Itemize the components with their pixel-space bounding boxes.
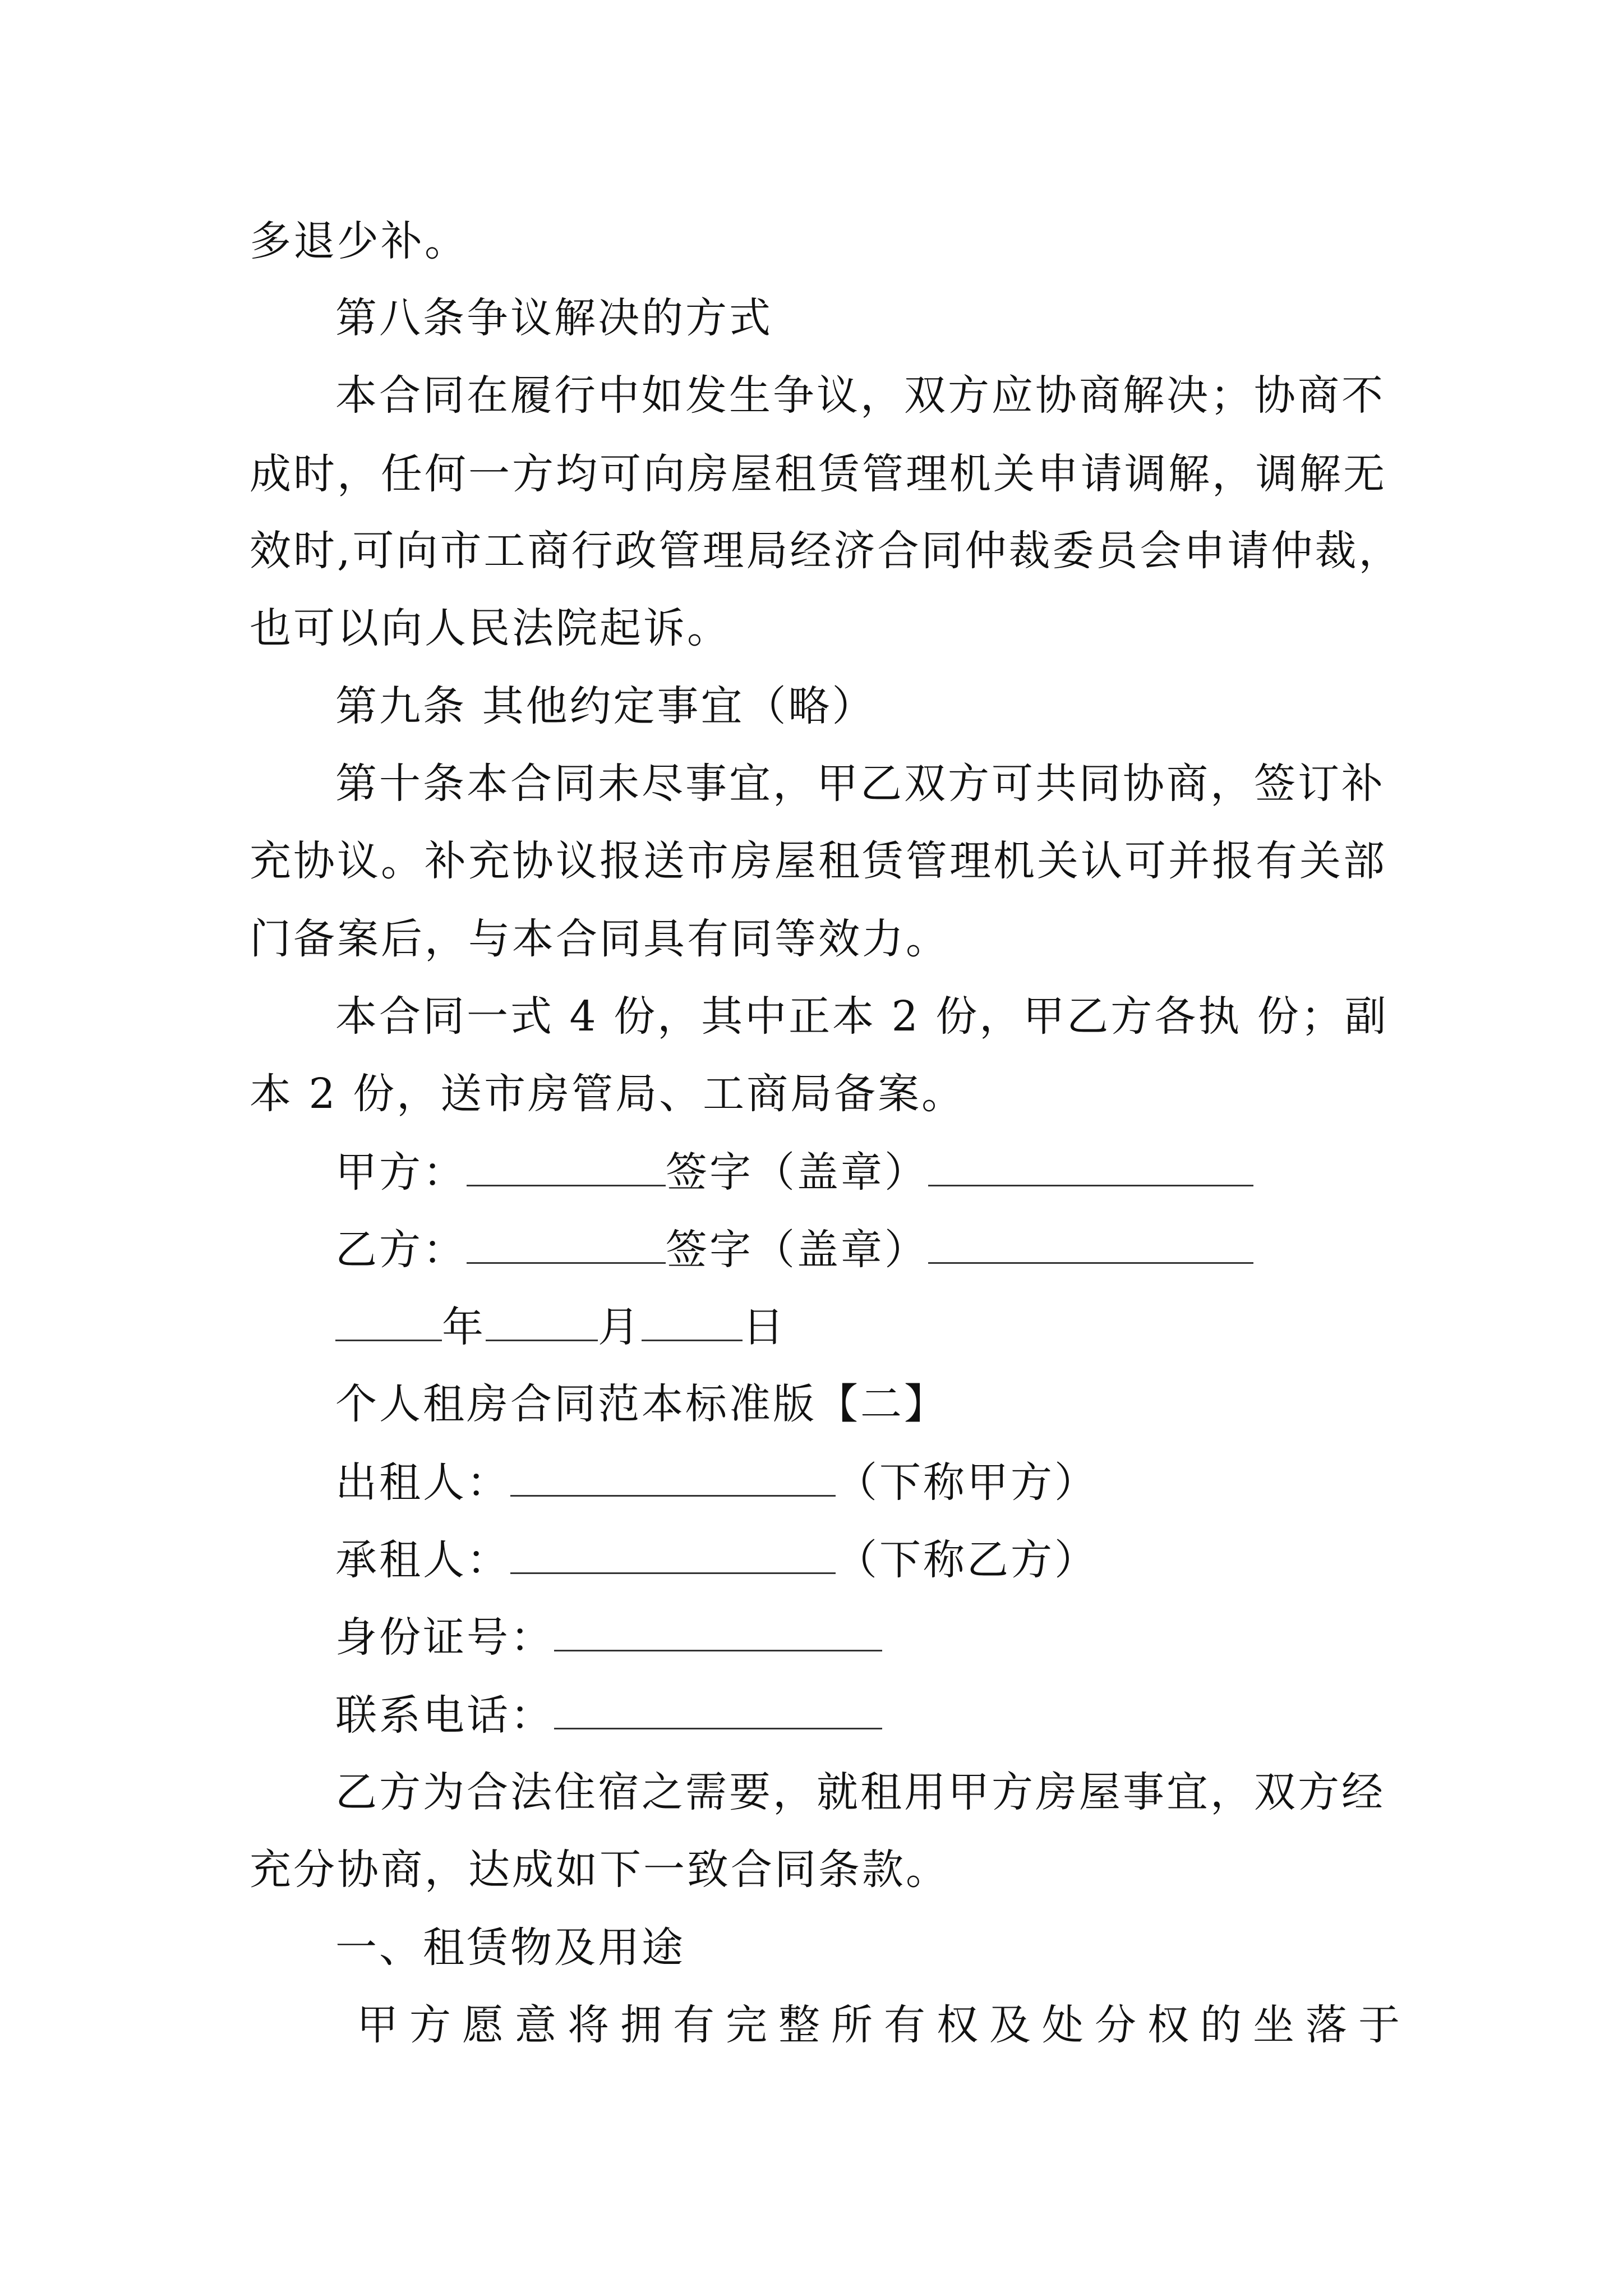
paragraph-line: 本 2 份，送市房管局、工商局备案。 <box>250 1070 966 1118</box>
lessee-suffix: （下称乙方） <box>836 1536 1098 1584</box>
section-heading: 一、租赁物及用途 <box>335 1924 685 1972</box>
lessor-suffix: （下称甲方） <box>836 1458 1098 1507</box>
party-b-name-blank[interactable] <box>467 1228 666 1264</box>
party-a-name-blank[interactable] <box>467 1151 666 1186</box>
party-a-signature-blank[interactable] <box>928 1151 1253 1186</box>
party-b-signature-blank[interactable] <box>928 1228 1253 1264</box>
party-b-sign-label: 签字（盖章） <box>666 1226 928 1274</box>
lessee-label: 承租人： <box>335 1536 510 1584</box>
paragraph-line: 成时，任何一方均可向房屋租赁管理机关申请调解，调解无 <box>250 450 1387 498</box>
year-blank[interactable] <box>335 1306 442 1341</box>
date-row <box>335 1303 786 1351</box>
lessor-row <box>335 1458 1098 1507</box>
phone-row <box>335 1691 882 1740</box>
lessee-row <box>335 1536 1098 1584</box>
lessee-blank[interactable] <box>510 1539 836 1574</box>
party-b-label: 乙方： <box>335 1226 467 1274</box>
party-a-sign-label: 签字（盖章） <box>666 1148 928 1197</box>
paragraph-line: 本合同在履行中如发生争议，双方应协商解决；协商不 <box>335 371 1385 420</box>
party-a-signature-row <box>335 1148 1253 1197</box>
paragraph-line: 乙方为合法住宿之需要，就租用甲方房屋事宜，双方经 <box>335 1768 1385 1816</box>
lessor-label: 出租人： <box>335 1458 510 1507</box>
article-8-heading: 第八条争议解决的方式 <box>335 294 773 342</box>
paragraph-line: 甲方愿意将拥有完整所有权及处分权的坐落于 <box>357 2001 1411 2049</box>
article-9-heading: 第九条 其他约定事宜（略） <box>335 682 876 730</box>
day-blank[interactable] <box>642 1306 743 1341</box>
year-label: 年 <box>442 1303 486 1351</box>
party-b-signature-row <box>335 1226 1253 1274</box>
paragraph-line: 也可以向人民法院起诉。 <box>250 604 731 652</box>
paragraph-line: 充协议。补充协议报送市房屋租赁管理机关认可并报有关部 <box>250 837 1387 885</box>
paragraph-line: 第十条本合同未尽事宜，甲乙双方可共同协商，签订补 <box>335 760 1385 808</box>
paragraph-line: 充分协商，达成如下一致合同条款。 <box>250 1846 949 1894</box>
lessor-blank[interactable] <box>510 1461 836 1497</box>
paragraph-line: 本合同一式 4 份，其中正本 2 份，甲乙方各执 份；副 <box>335 992 1389 1041</box>
party-a-label: 甲方： <box>335 1148 467 1197</box>
id-number-label: 身份证号： <box>335 1613 554 1662</box>
paragraph-line: 效时,可向市工商行政管理局经济合同仲裁委员会申请仲裁， <box>250 527 1403 575</box>
id-number-row <box>335 1613 882 1662</box>
month-label: 月 <box>598 1303 642 1351</box>
month-blank[interactable] <box>486 1306 598 1341</box>
id-number-blank[interactable] <box>554 1616 882 1651</box>
day-label: 日 <box>743 1303 786 1351</box>
phone-blank[interactable] <box>554 1694 882 1729</box>
section-2-title: 个人租房合同范本标准版【二】 <box>335 1380 948 1428</box>
phone-label: 联系电话： <box>335 1691 554 1740</box>
paragraph-line: 门备案后，与本合同具有同等效力。 <box>250 915 949 963</box>
paragraph-line: 多退少补。 <box>250 217 468 265</box>
